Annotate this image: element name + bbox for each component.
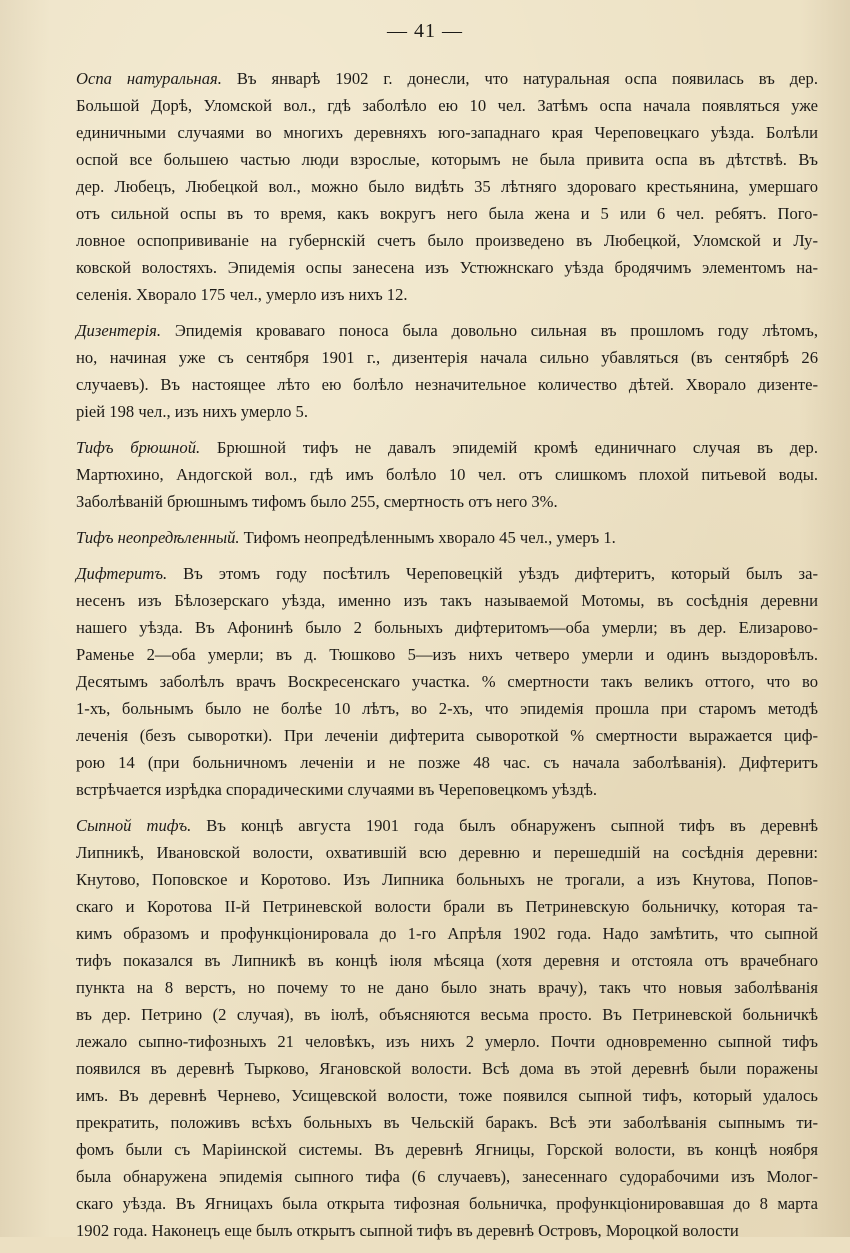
text-line xyxy=(62,146,818,173)
text-line xyxy=(62,587,818,614)
line-text: появился въ деревнѣ Тырково, Ягановской волости. Всѣ дома въ этой деревнѣ были поражены xyxy=(76,1059,818,1078)
text-line xyxy=(62,317,818,344)
text-line xyxy=(62,200,818,227)
line-text: дер. Любецъ, Любецкой вол., можно было видѣть 35 лѣтняго здороваго крестьянина, умершаго xyxy=(76,177,818,196)
text-line xyxy=(62,488,818,515)
text-line xyxy=(62,920,818,947)
page-number: — 41 — xyxy=(387,20,463,42)
text-line xyxy=(62,173,818,200)
text-line xyxy=(62,560,818,587)
text-line xyxy=(62,398,818,425)
text-line xyxy=(62,254,818,281)
line-text: прекратить, положивъ всѣхъ больныхъ въ Чельскій баракъ. Всѣ эти заболѣванія сыпнымъ ти- xyxy=(76,1113,818,1132)
line-text: 1902 года. Наконецъ еще былъ открытъ сыпной тифъ въ деревнѣ Островъ, Мороцкой волости xyxy=(76,1221,739,1240)
text-line xyxy=(62,92,818,119)
text-line xyxy=(62,722,818,749)
text-line xyxy=(62,812,818,839)
text-line xyxy=(62,434,818,461)
text-line xyxy=(62,281,818,308)
text-line xyxy=(62,119,818,146)
line-text: ріей 198 чел., изъ нихъ умерло 5. xyxy=(76,402,309,421)
text-line xyxy=(62,1217,818,1244)
text-line xyxy=(62,1001,818,1028)
text-line xyxy=(62,461,818,488)
paragraph-diphtheria xyxy=(62,560,818,803)
line-text: 1-хъ, больнымъ было не болѣе 10 лѣтъ, во 2-хъ, что эпидемія прошла при старомъ методѣ xyxy=(76,699,818,718)
line-text: Въ концѣ августа 1901 года былъ обнаруженъ сыпной тифъ въ деревнѣ xyxy=(191,816,818,835)
line-text: встрѣчается изрѣдка спорадическими случаями въ Череповецкомъ уѣздѣ. xyxy=(76,780,598,799)
text-line xyxy=(62,1055,818,1082)
section-heading: Дизентерія. xyxy=(76,321,162,340)
line-text: въ дер. Петрино (2 случая), въ іюлѣ, объясняются весьма просто. Въ Петриневской больничкѣ xyxy=(76,1005,818,1024)
text-line xyxy=(62,65,818,92)
line-text: единичными случаями во многихъ деревняхъ юго-западнаго края Череповецкаго уѣзда. Болѣли xyxy=(76,123,818,142)
line-text: Раменье 2—оба умерли; въ д. Тюшково 5—изъ нихъ четверо умерли и одинъ выздоровѣлъ. xyxy=(76,645,818,664)
text-line xyxy=(62,947,818,974)
text-line xyxy=(62,893,818,920)
line-text: лежало сыпно-тифозныхъ 21 человѣкъ, изъ нихъ 2 умерло. Почти одновременно сыпной тифъ xyxy=(76,1032,818,1051)
section-heading: Тифъ брюшной. xyxy=(76,438,201,457)
line-text: случаевъ). Въ настоящее лѣто ею болѣло незначительное количество дѣтей. Хворало дизенте- xyxy=(76,375,818,394)
line-text: скаго и Коротова ІІ-й Петриневской волости брали въ Петриневскую больничку, которая та- xyxy=(76,897,818,916)
section-heading: Оспа натуральная. xyxy=(76,69,222,88)
text-line xyxy=(62,668,818,695)
line-text: Кнутово, Поповское и Коротово. Изъ Липника больныхъ не трогали, а изъ Кнутова, Попов- xyxy=(76,870,818,889)
section-heading: Дифтеритъ. xyxy=(76,564,168,583)
text-line xyxy=(62,614,818,641)
line-text: селенія. Хворало 175 чел., умерло изъ нихъ 12. xyxy=(76,285,408,304)
text-line xyxy=(62,749,818,776)
line-text: была обнаружена эпидемія сыпного тифа (6 случаевъ), занесеннаго судорабочими изъ Молог- xyxy=(76,1167,818,1186)
paragraph-smallpox xyxy=(62,65,818,308)
line-text: рою 14 (при больничномъ леченіи и не позже 48 час. съ начала заболѣванія). Дифтеритъ xyxy=(76,753,818,772)
text-line xyxy=(62,1109,818,1136)
paragraph-typhus-unspecified xyxy=(62,524,818,551)
line-text: отъ сильной оспы въ то время, какъ вокругъ него была жена и 5 или 6 чел. ребятъ. Пого- xyxy=(76,204,818,223)
line-text: Эпидемія кроваваго поноса была довольно сильная въ прошломъ году лѣтомъ, xyxy=(161,321,818,340)
text-line xyxy=(62,866,818,893)
text-line xyxy=(62,641,818,668)
paragraph-typhoid xyxy=(62,434,818,515)
line-text: Въ январѣ 1902 г. донесли, что натуральная оспа появилась въ дер. xyxy=(221,69,818,88)
paragraph-typhus-exanthematic xyxy=(62,812,818,1244)
line-text: Мартюхино, Андогской вол., гдѣ имъ болѣло 10 чел. отъ слишкомъ плохой питьевой воды. xyxy=(76,465,818,484)
text-line xyxy=(62,1028,818,1055)
line-text: Большой Дорѣ, Уломской вол., гдѣ заболѣло ею 10 чел. Затѣмъ оспа начала появляться уже xyxy=(76,96,818,115)
text-line xyxy=(62,839,818,866)
line-text: нашего уѣзда. Въ Афонинѣ было 2 больныхъ дифтеритомъ—оба умерли; въ дер. Елизарово- xyxy=(76,618,818,637)
text-line xyxy=(62,1082,818,1109)
line-text: Брюшной тифъ не давалъ эпидемій кромѣ единичнаго случая въ дер. xyxy=(200,438,818,457)
line-text: скаго уѣзда. Въ Ягницахъ была открыта тифозная больничка, профункціонировавшая до 8 марта xyxy=(76,1194,818,1213)
line-text: Десятымъ заболѣлъ врачъ Воскресенскаго участка. % смертности такъ великъ оттого, что во xyxy=(76,672,818,691)
line-text: но, начиная уже съ сентября 1901 г., дизентерія начала сильно убавляться (въ сентябрѣ 26 xyxy=(76,348,818,367)
line-text: кимъ образомъ и профункціонировала до 1-го Апрѣля 1902 года. Надо замѣтить, что сыпной xyxy=(76,924,818,943)
line-text: ловное оспопрививаніе на губернскій счетъ было произведено въ Любецкой, Уломской и Лу- xyxy=(76,231,818,250)
line-text: Въ этомъ году посѣтилъ Череповецкій уѣздъ дифтеритъ, который былъ за- xyxy=(167,564,818,583)
section-heading: Сыпной тифъ. xyxy=(76,816,192,835)
line-text: тифъ показался въ Липникѣ въ концѣ іюля мѣсяца (хотя деревня и отстояла отъ врачебнаго xyxy=(76,951,818,970)
line-text: Заболѣваній брюшнымъ тифомъ было 255, смертность отъ него 3%. xyxy=(76,492,558,511)
line-text: ковской волостяхъ. Эпидемія оспы занесена изъ Устюжнскаго уѣзда бродячимъ элементомъ на- xyxy=(76,258,818,277)
line-text: оспой все большею частью люди взрослые, которымъ не была привита оспа въ дѣтствѣ. Въ xyxy=(76,150,818,169)
text-line xyxy=(62,371,818,398)
text-line xyxy=(62,227,818,254)
text-line xyxy=(62,1136,818,1163)
text-line xyxy=(62,776,818,803)
line-text: леченія (безъ сыворотки). При леченіи дифтерита сывороткой % смертности выражается циф- xyxy=(76,726,818,745)
text-line xyxy=(62,974,818,1001)
text-line xyxy=(62,1163,818,1190)
text-line xyxy=(62,695,818,722)
document-body xyxy=(62,65,818,1253)
text-line xyxy=(62,344,818,371)
line-text: несенъ изъ Бѣлозерскаго уѣзда, именно изъ такъ называемой Мотомы, въ сосѣднія деревни xyxy=(76,591,818,610)
section-heading: Тифъ неопредѣленный. xyxy=(76,528,240,547)
line-text: Тифомъ неопредѣленнымъ хворало 45 чел., умеръ 1. xyxy=(239,528,616,547)
line-text: Липникѣ, Ивановской волости, охватившій всю деревню и перешедшій на сосѣднія деревни: xyxy=(76,843,818,862)
line-text: имъ. Въ деревнѣ Чернево, Усищевской волости, тоже появился сыпной тифъ, который удалось xyxy=(76,1086,818,1105)
line-text: фомъ были съ Маріинской системы. Въ деревнѣ Ягницы, Горской волости, въ концѣ ноября xyxy=(76,1140,818,1159)
line-text: пункта на 8 верстъ, но почему то не дано было знать врачу), такъ что новыя заболѣванія xyxy=(76,978,818,997)
text-line xyxy=(62,1190,818,1217)
paragraph-dysentery xyxy=(62,317,818,425)
text-line xyxy=(62,524,818,551)
